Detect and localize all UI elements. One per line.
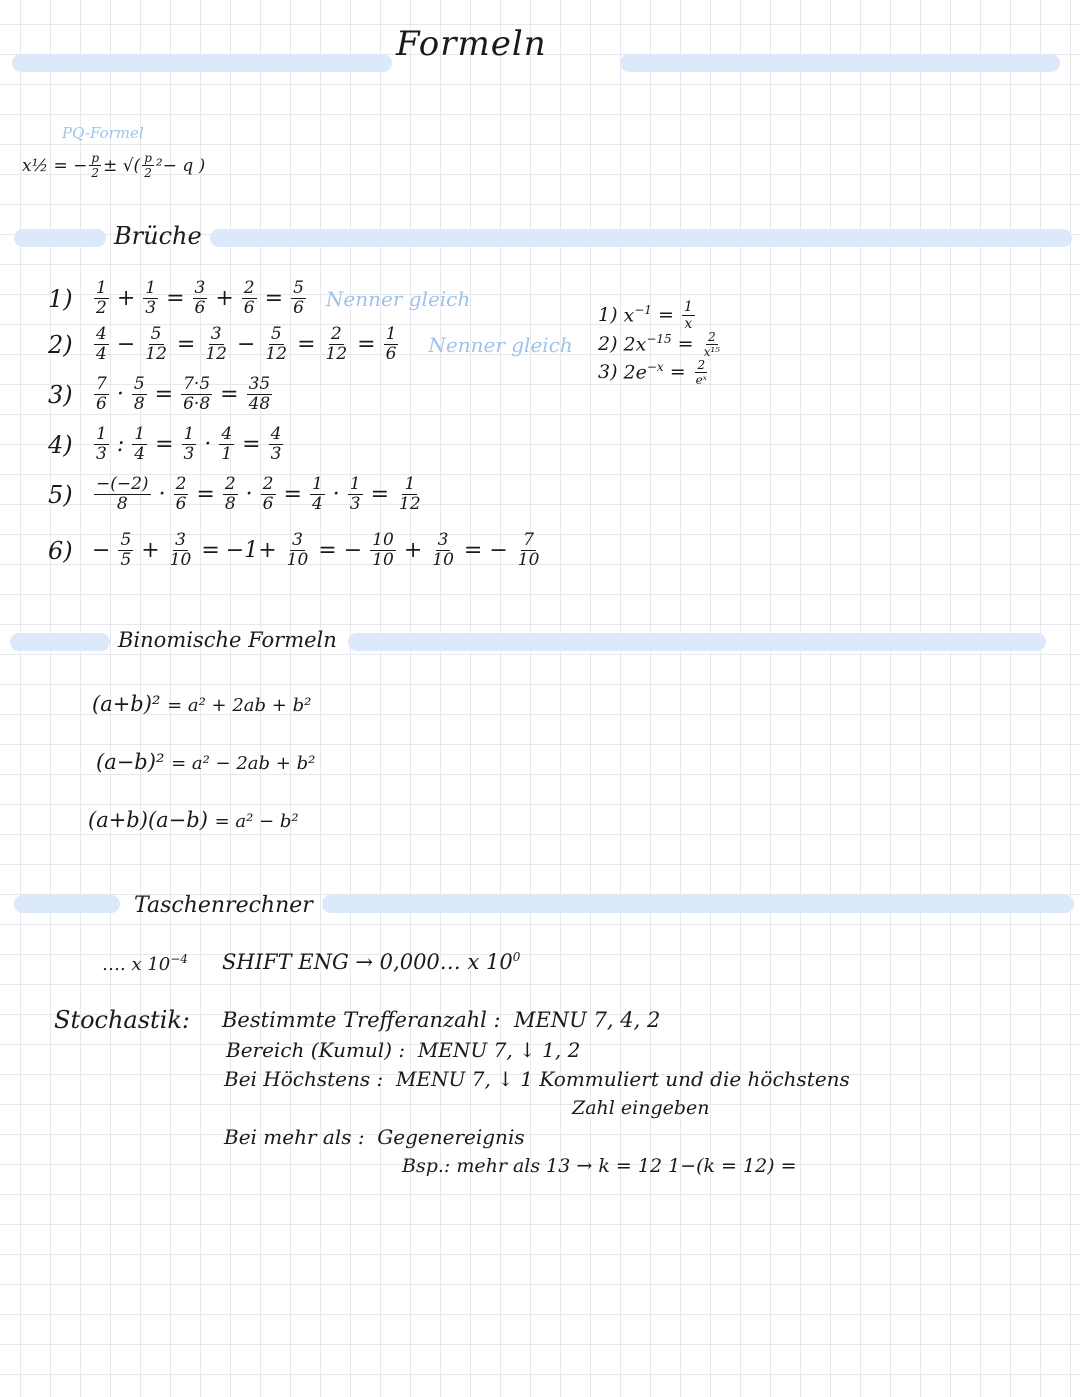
pq-square: ² [155,155,163,176]
highlight-bar [14,229,106,247]
highlight-bar [620,54,1060,72]
calculator-command: SHIFT ENG → 0,000… x $10^0$ [222,950,521,974]
note-nenner-gleich: Nenner gleich [428,332,573,357]
section-heading-taschenrechner: Taschenrechner [134,893,313,918]
fraction-line-3: 3) $\frac{7}{6}$ · $\frac{5}{8}$ = $\frac{7\cdot 5}{6\cdot 8}$ = $\frac{35}{48}$ [48,374,271,414]
highlight-bar [14,895,120,913]
stochastik-row-3-continued: Zahl eingeben [572,1097,710,1119]
stochastik-label: Stochastik: [54,1006,191,1034]
stochastik-row-4: Bei mehr als : Gegenereignis [224,1125,525,1149]
pq-pm: ± √( [103,155,141,176]
pq-lhs: x½ = − [22,155,88,176]
power-rules: 1) $x^{-1}$ = $\frac{1}{x}$ 2) $2x^{-15}$ = $\frac{2}{\text{x¹⁵}}$ 3) $2e^{-x}$ = $\frac{2}{\text{eˣ}}$ [598,298,720,387]
pq-formula-label: PQ-Formel [62,124,144,142]
binom-formula-1: (a+b)² = a² + 2ab + b² [92,692,312,716]
calculator-example: …. x $10^{-4}$ [102,952,188,975]
highlight-bar [322,895,1074,913]
fraction-line-4: 4) $\frac{1}{3}$ : $\frac{1}{4}$ = $\frac{1}{3}$ · $\frac{4}{1}$ = $\frac{4}{3}$ [48,424,282,464]
stochastik-row-1: Bestimmte Trefferanzahl : MENU 7, 4, 2 [222,1008,661,1032]
highlight-bar [12,54,392,72]
stochastik-example: Bsp.: mehr als 13 → k = 12 1−(k = 12) = [402,1155,797,1177]
section-heading-brueche: Brüche [114,222,202,250]
highlight-bar [10,633,110,651]
highlight-bar [210,229,1072,247]
fraction-line-6: 6) − $\frac{5}{5}$ + $\frac{3}{10}$ = −1+ $\frac{3}{10}$ = − $\frac{10}{10}$ + $\frac{3}{10}$ = − $\frac{7}{10}$ [48,530,540,570]
fraction-line-2: 2) $\frac{4}{4}$ − $\frac{5}{12}$ = $\frac{3}{12}$ − $\frac{5}{12}$ = $\frac{2}{12}$ = $\frac{1}{6}$ Nenner gleich [48,324,573,364]
binom-formula-2: (a−b)² = a² − 2ab + b² [96,750,316,774]
page-title: Formeln [396,24,547,64]
stochastik-row-2: Bereich (Kumul) : MENU 7, ↓ 1, 2 [226,1038,581,1062]
note-nenner-gleich: Nenner gleich [325,286,471,311]
section-heading-binom: Binomische Formeln [118,628,337,652]
pq-formula: x½ = − $\frac{p}{2}$ ± √( $\frac{p}{2}$ ² − q ) [22,151,206,180]
fraction-line-1: 1) $\frac{1}{2}$ + $\frac{1}{3}$ = $\frac{3}{6}$ + $\frac{2}{6}$ = $\frac{5}{6}$ Nenner gleich [48,278,471,318]
highlight-bar [348,633,1046,651]
pq-minus-q: − q ) [162,155,206,176]
stochastik-row-3: Bei Höchstens : MENU 7, ↓ 1 Kommuliert und die höchstens [224,1067,850,1091]
fraction-line-5: 5) $\frac{-(-2)}{8}$ · $\frac{2}{6}$ = $\frac{2}{8}$ · $\frac{2}{6}$ = $\frac{1}{4}$ · $\frac{1}{3}$ = $\frac{1}{12}$ [48,474,421,514]
binom-formula-3: (a+b)(a−b) = a² − b² [88,808,299,832]
